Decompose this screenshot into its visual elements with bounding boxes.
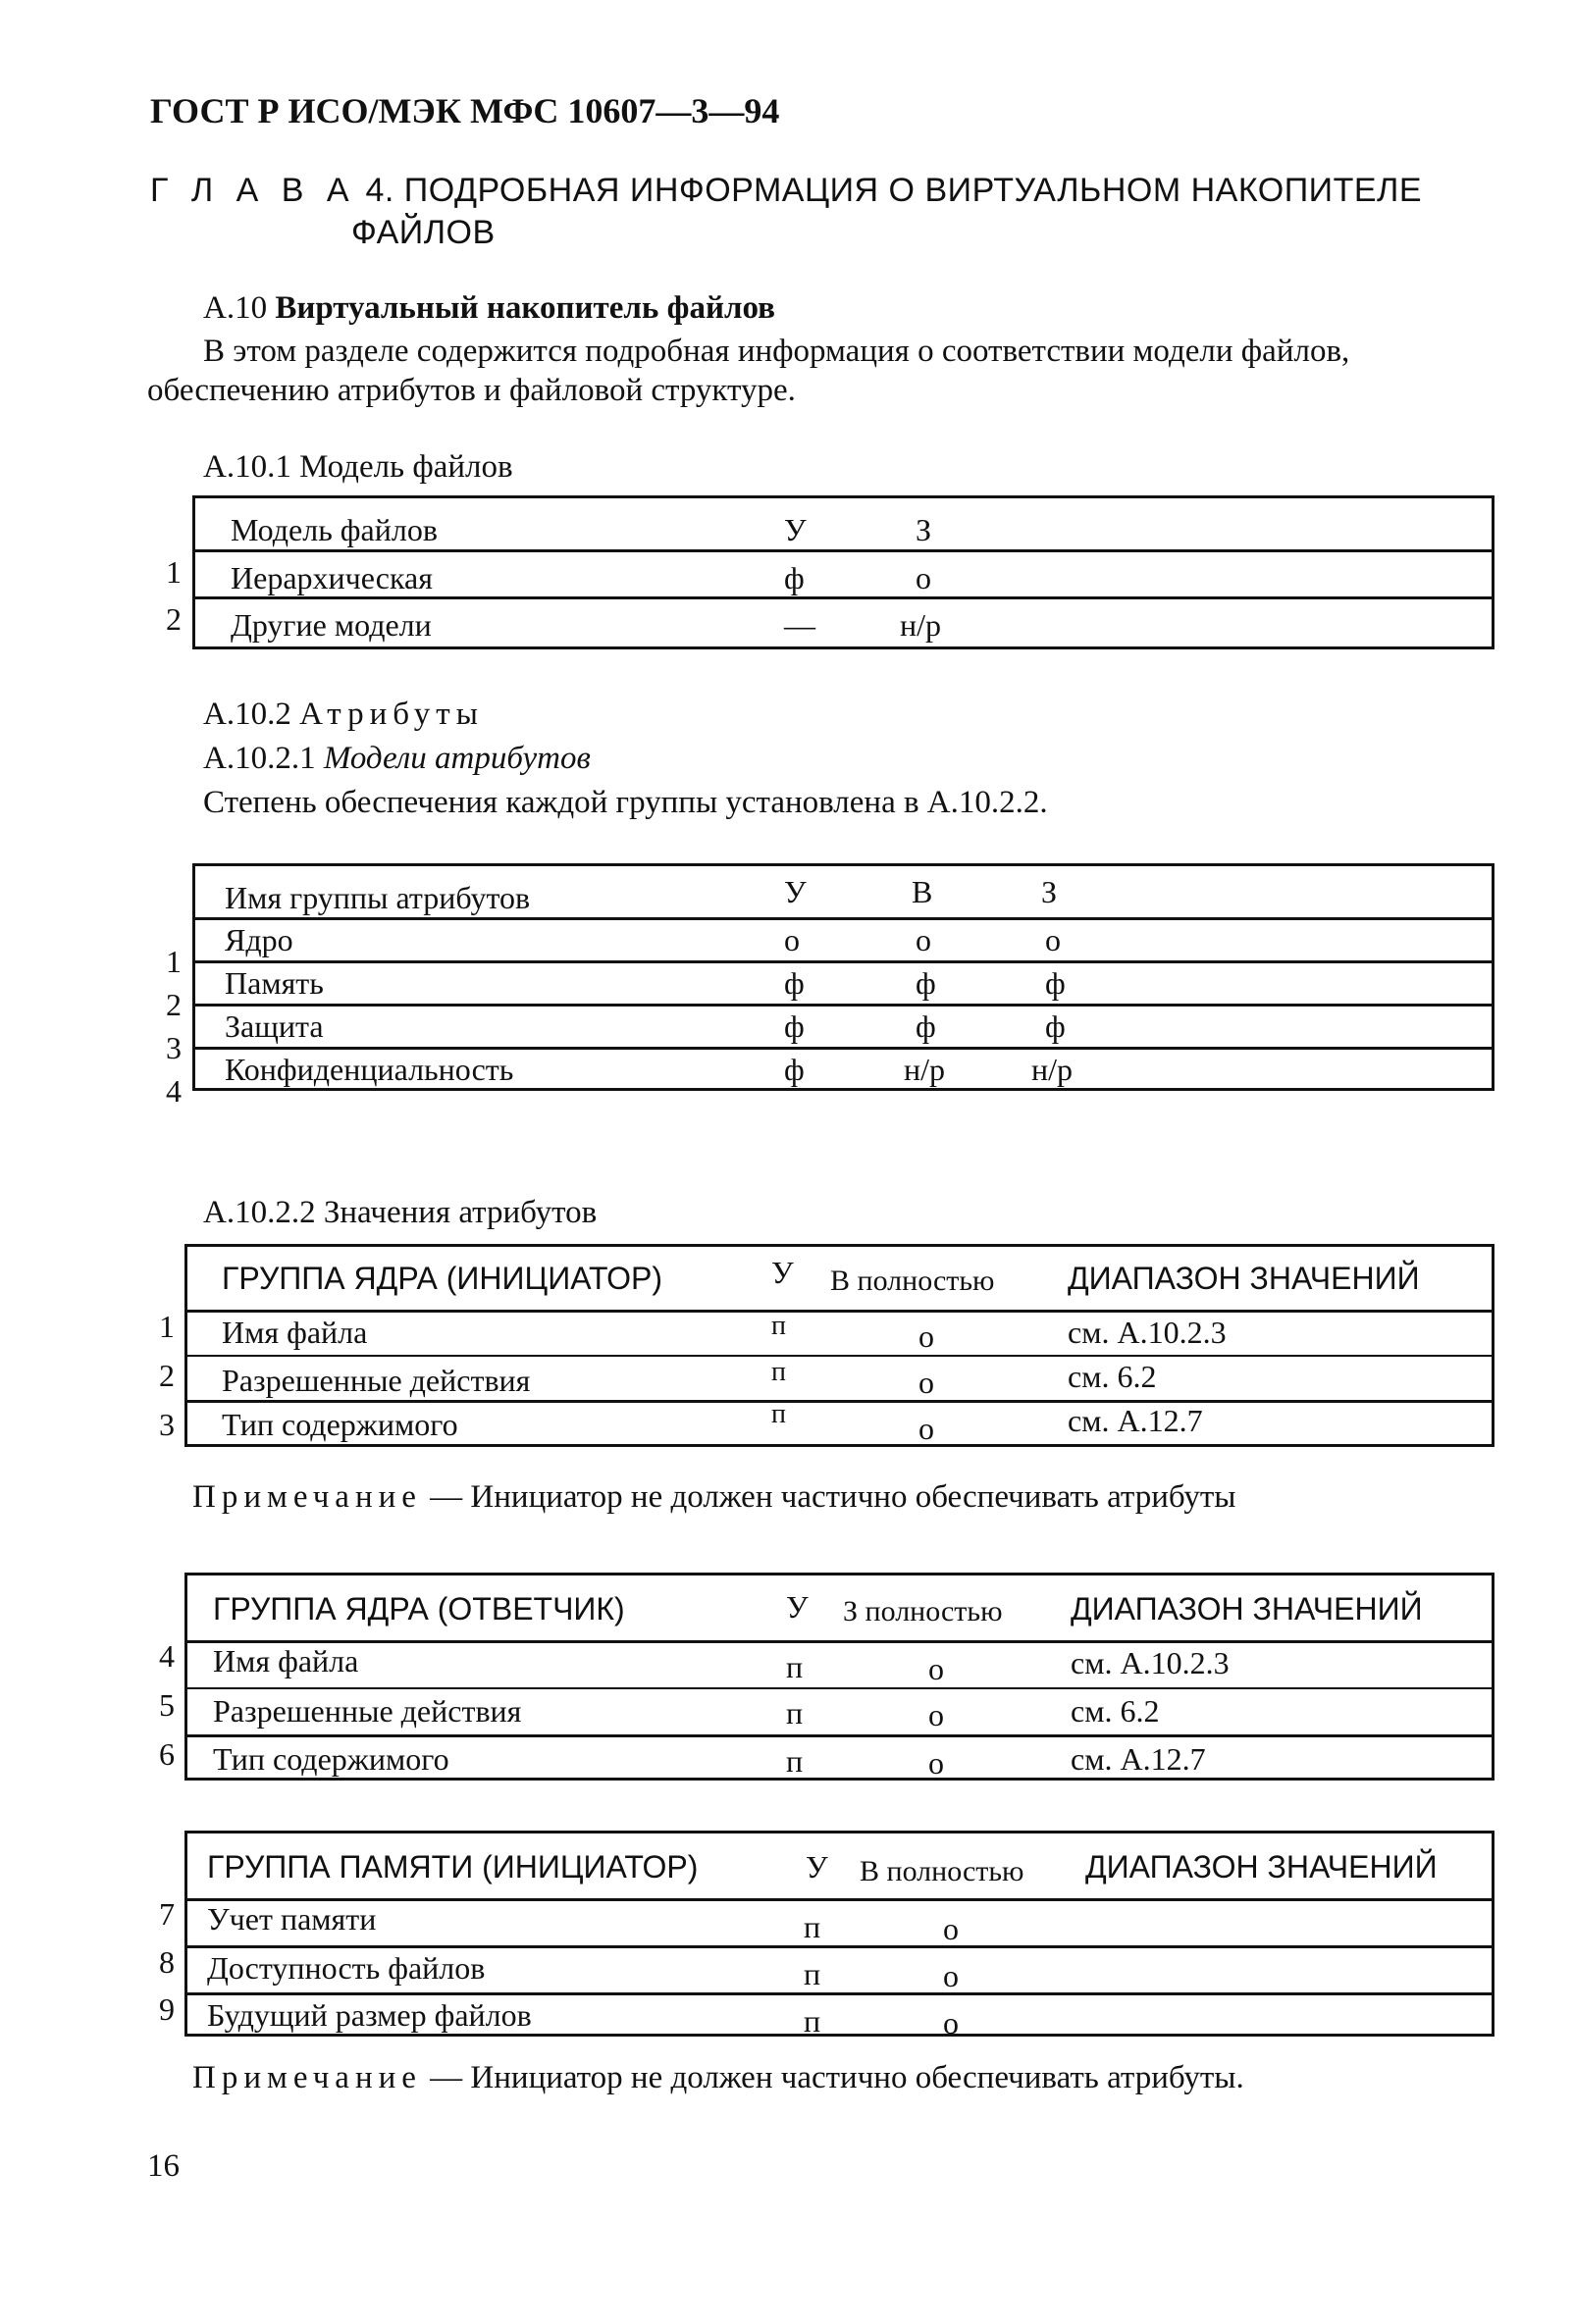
- row-name: Имя файла: [222, 1315, 368, 1350]
- row-value: о: [918, 1411, 934, 1446]
- row-name: Имя файла: [213, 1643, 359, 1678]
- table-row: [187, 1992, 1492, 2040]
- row-value: ф: [916, 1008, 936, 1044]
- row-value: см. 6.2: [1071, 1693, 1160, 1729]
- memory-initiator-table: [184, 1831, 1494, 2040]
- column-header: В: [912, 874, 933, 909]
- note-2: [192, 2060, 1244, 2096]
- row-number: 1: [159, 1309, 175, 1344]
- row-value: см. А.12.7: [1071, 1741, 1206, 1777]
- row-number: 1: [166, 554, 182, 590]
- column-header: У: [786, 1589, 809, 1625]
- row-name: Конфиденциальность: [225, 1052, 514, 1087]
- row-name: Тип содержимого: [222, 1407, 458, 1442]
- column-header: У: [771, 1255, 794, 1290]
- note-text: — Инициатор не должен частично обеспечивать атрибуты: [430, 1479, 1236, 1515]
- row-value: см. 6.2: [1068, 1359, 1157, 1394]
- column-header: ДИАПАЗОН ЗНАЧЕНИЙ: [1071, 1591, 1423, 1627]
- heading-word: Атрибуты: [299, 697, 484, 732]
- column-header: ДИАПАЗОН ЗНАЧЕНИЙ: [1068, 1261, 1420, 1296]
- table-row: [195, 917, 1492, 960]
- row-value: п: [786, 1743, 804, 1779]
- row-number: 3: [159, 1407, 175, 1442]
- row-value: ф: [784, 1052, 805, 1087]
- row-value: н/р: [900, 607, 942, 643]
- chapter-title: [150, 172, 1422, 210]
- kernel-initiator-table: [184, 1244, 1494, 1447]
- row-value: —: [784, 607, 815, 643]
- row-value: о: [784, 922, 800, 957]
- row-value: о: [928, 1745, 944, 1781]
- note-label: Примечание: [192, 2060, 422, 2095]
- row-name: Будущий размер файлов: [207, 1997, 532, 2033]
- row-value: о: [916, 922, 931, 957]
- row-name: Тип содержимого: [213, 1741, 449, 1777]
- table-header-row: [195, 866, 1492, 917]
- heading-number: А.10.2: [203, 697, 291, 732]
- column-header: В полностью: [830, 1265, 995, 1297]
- column-header: Модель файлов: [231, 512, 438, 547]
- table-header-row: [187, 1575, 1492, 1640]
- row-value: о: [943, 2005, 959, 2040]
- attribute-groups-table: [192, 863, 1494, 1091]
- column-header: У: [806, 1849, 828, 1885]
- section-title: Виртуальный накопитель файлов: [275, 290, 775, 326]
- row-value: ф: [784, 965, 805, 1001]
- table-row: [195, 549, 1492, 596]
- row-number: 4: [159, 1638, 175, 1674]
- row-value: о: [928, 1697, 944, 1732]
- row-value: см. А.10.2.3: [1071, 1645, 1230, 1680]
- row-number: 9: [159, 1991, 175, 2027]
- column-header: У: [784, 512, 807, 547]
- section-heading: [203, 290, 775, 327]
- subsection-heading-file-model: А.10.1 Модель файлов: [203, 449, 513, 485]
- row-name: Ядро: [225, 922, 293, 957]
- column-header: В полностью: [860, 1855, 1024, 1887]
- row-value: ф: [1045, 965, 1066, 1001]
- table-row: [187, 1355, 1492, 1400]
- row-value: п: [786, 1695, 804, 1730]
- row-value: о: [943, 1958, 959, 1993]
- column-header: Имя группы атрибутов: [225, 880, 531, 915]
- row-name: Учет памяти: [207, 1901, 377, 1937]
- row-value: ф: [784, 560, 805, 595]
- row-value: п: [804, 1909, 821, 1944]
- chapter-title-line1: 4. ПОДРОБНАЯ ИНФОРМАЦИЯ О ВИРТУАЛЬНОМ НАКОПИТЕЛЕ: [365, 172, 1423, 209]
- column-header: З полностью: [843, 1595, 1003, 1627]
- row-value: п: [771, 1399, 786, 1429]
- row-name: Иерархическая: [231, 560, 433, 595]
- note-label: Примечание: [192, 1479, 422, 1515]
- column-header: З: [1041, 874, 1058, 909]
- row-value: ф: [916, 965, 936, 1001]
- row-name: Память: [225, 965, 324, 1001]
- subsection-heading-attributes: [203, 697, 484, 733]
- page-number: 16: [147, 2148, 180, 2184]
- row-name: Разрешенные действия: [213, 1693, 522, 1729]
- note-text: — Инициатор не должен частично обеспечивать атрибуты.: [430, 2060, 1244, 2095]
- table-row: [187, 1640, 1492, 1687]
- column-header: З: [916, 512, 932, 547]
- table-row: [195, 596, 1492, 649]
- row-name: Разрешенные действия: [222, 1363, 531, 1398]
- table-row: [195, 960, 1492, 1004]
- row-value: ф: [784, 1008, 805, 1044]
- row-value: о: [918, 1365, 934, 1400]
- table-row: [187, 1310, 1492, 1355]
- row-number: 8: [159, 1944, 175, 1980]
- row-number: 2: [159, 1358, 175, 1393]
- table-header-row: [187, 1247, 1492, 1310]
- kernel-responder-table: [184, 1573, 1494, 1781]
- column-header: ГРУППА ЯДРА (ИНИЦИАТОР): [222, 1261, 663, 1296]
- table-header-row: [187, 1833, 1492, 1898]
- row-value: о: [943, 1911, 959, 1946]
- row-value: п: [804, 2003, 821, 2039]
- row-value: н/р: [904, 1052, 946, 1087]
- row-number: 3: [166, 1030, 182, 1065]
- row-value: о: [916, 560, 931, 595]
- row-name: Другие модели: [231, 607, 432, 643]
- row-number: 5: [159, 1687, 175, 1723]
- row-number: 4: [166, 1073, 182, 1109]
- file-model-table: [192, 495, 1494, 649]
- section-paragraph-line1: В этом разделе содержится подробная информация о соответствии модели файлов,: [203, 334, 1350, 369]
- row-number: 1: [166, 944, 182, 979]
- column-header: У: [784, 874, 807, 909]
- heading-number: А.10.2.1: [203, 741, 316, 776]
- attribute-models-note: Степень обеспечения каждой группы установлена в А.10.2.2.: [203, 785, 1048, 820]
- table-row: [187, 1898, 1492, 1945]
- table-row: [187, 1687, 1492, 1734]
- row-value: о: [928, 1651, 944, 1686]
- column-header: ГРУППА ПАМЯТИ (ИНИЦИАТОР): [207, 1849, 699, 1885]
- section-number: А.10: [203, 290, 268, 326]
- row-name: Защита: [225, 1008, 324, 1044]
- row-value: н/р: [1031, 1052, 1074, 1087]
- table-row: [187, 1400, 1492, 1447]
- note-1: [192, 1479, 1235, 1516]
- row-number: 2: [166, 601, 182, 637]
- row-number: 7: [159, 1896, 175, 1932]
- row-value: о: [918, 1318, 934, 1354]
- row-value: п: [771, 1357, 786, 1387]
- document-header: ГОСТ Р ИСО/МЭК МФС 10607—3—94: [150, 91, 780, 130]
- table-row: [187, 1734, 1492, 1781]
- chapter-prefix: Г Л А В А: [150, 172, 356, 209]
- row-value: п: [804, 1956, 821, 1991]
- row-value: см. А.12.7: [1068, 1403, 1203, 1438]
- row-value: о: [1045, 922, 1061, 957]
- row-number: 6: [159, 1736, 175, 1772]
- row-value: ф: [1045, 1008, 1066, 1044]
- chapter-title-line2: ФАЙЛОВ: [351, 214, 496, 251]
- column-header: ГРУППА ЯДРА (ОТВЕТЧИК): [213, 1591, 625, 1627]
- subsection-heading-attribute-values: А.10.2.2 Значения атрибутов: [203, 1195, 598, 1230]
- row-name: Доступность файлов: [207, 1950, 486, 1986]
- table-row: [195, 1004, 1492, 1047]
- subsection-heading-attribute-models: [203, 741, 591, 777]
- section-paragraph-line2: обеспечению атрибутов и файловой структуре.: [147, 373, 796, 408]
- column-header: ДИАПАЗОН ЗНАЧЕНИЙ: [1085, 1849, 1438, 1885]
- table-header-row: [195, 498, 1492, 549]
- row-value: п: [771, 1311, 786, 1341]
- heading-title: Модели атрибутов: [323, 741, 591, 776]
- row-number: 2: [166, 987, 182, 1022]
- row-value: п: [786, 1649, 804, 1684]
- table-row: [187, 1945, 1492, 1992]
- row-value: см. А.10.2.3: [1068, 1315, 1227, 1350]
- table-row: [195, 1047, 1492, 1091]
